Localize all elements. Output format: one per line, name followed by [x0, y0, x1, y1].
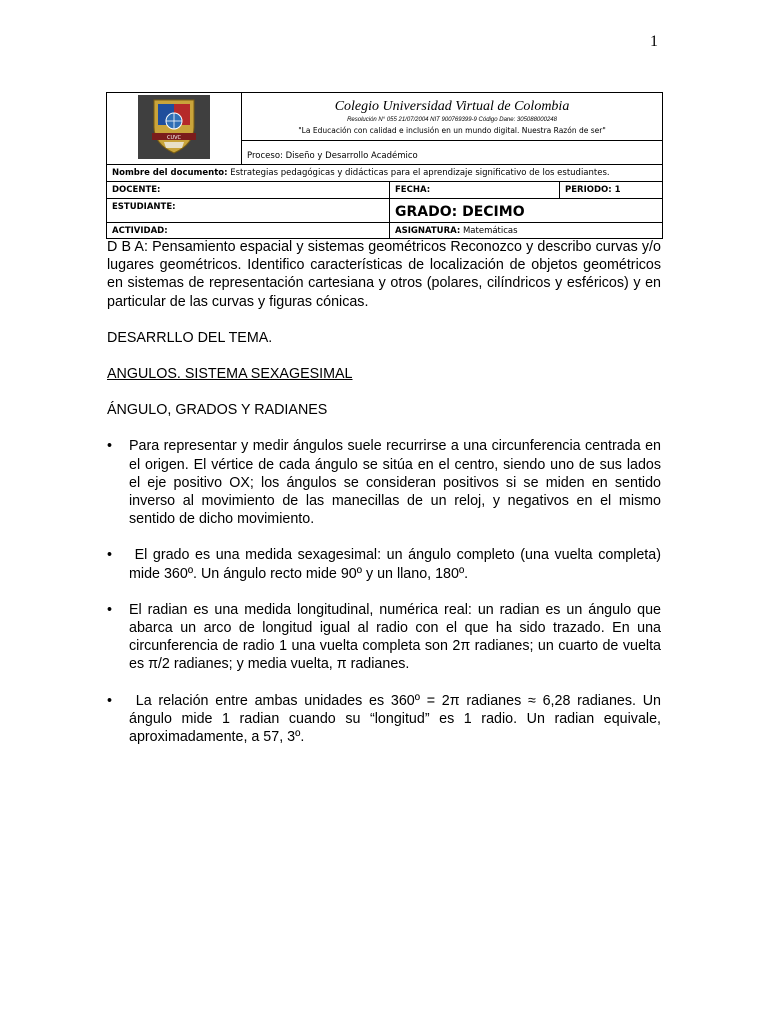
list-item [107, 437, 661, 528]
subheading: ÁNGULO, GRADOS Y RADIANES [107, 402, 328, 419]
process-cell [242, 141, 663, 165]
list-item-text: La relación entre ambas unidades es 360º = 2π radianes ≈ 6,28 radianes. Un ángulo mide 1 radian cuando su “longitud” es 1 radio. Un radian equivale, aproximadamente, a 57, 3º. [129, 692, 665, 746]
institution-name: Colegio Universidad Virtual de Colombia [334, 98, 570, 114]
process-text: Proceso: Diseño y Desarrollo Académico [247, 151, 418, 161]
school-logo-icon [138, 95, 210, 159]
list-item [107, 692, 665, 747]
section-heading: DESARRLLO DEL TEMA. [107, 329, 273, 346]
estudiante-label: ESTUDIANTE: [112, 202, 176, 212]
actividad-cell [107, 223, 390, 239]
grado-label: GRADO: DECIMO [395, 203, 525, 220]
institution-info-cell [242, 93, 663, 141]
estudiante-cell [107, 199, 390, 223]
fecha-cell [390, 182, 560, 199]
bullet-icon: • [107, 547, 113, 564]
document-name-label: Nombre del documento: [112, 168, 228, 178]
document-name-value: Estrategias pedagógicas y didácticas para el aprendizaje significativo de los estudiantes. [230, 168, 610, 178]
docente-label: DOCENTE: [112, 185, 161, 195]
list-item [107, 546, 665, 582]
topic-heading: ANGULOS. SISTEMA SEXAGESIMAL [107, 366, 353, 383]
docente-cell [107, 182, 390, 199]
bullet-icon: • [107, 438, 113, 455]
list-item-text: El radian es una medida longitudinal, numérica real: un radian es un ángulo que abarca un arco de longitud igual al radio con el que ha sido trazado. En una circunferencia de radio 1 una vuelta completa son 2π radianes; un cuarto de vuelta es π/2 radianes; y media vuelta, π radianes. [129, 601, 661, 673]
bullet-icon: • [107, 692, 113, 709]
asignatura-cell [390, 223, 663, 239]
document-header-table [106, 92, 663, 239]
fecha-label: FECHA: [395, 185, 431, 195]
document-name-cell [107, 165, 663, 182]
periodo-cell [560, 182, 663, 199]
list-item-text: Para representar y medir ángulos suele recurrirse a una circunferencia centrada en el origen. El vértice de cada ángulo se sitúa en el centro, siendo uno de sus lados el eje positivo OX; los ángulos se consideran positivos si se miden en sentido inverso al movimiento de las manecillas de un reloj, y negativos en el mismo sentido de dicho movimiento. [129, 438, 661, 528]
document-body [107, 238, 665, 746]
periodo-label: PERIODO: 1 [565, 185, 621, 195]
bullet-list [107, 437, 665, 746]
asignatura-value: Matemáticas [462, 225, 518, 236]
school-logo-cell [107, 93, 242, 165]
actividad-label: ACTIVIDAD: [112, 225, 168, 236]
institution-motto: "La Educación con calidad e inclusión en un mundo digital. Nuestra Razón de ser" [298, 125, 606, 135]
resolution-line: Resolución N° 055 21/07/2004 NIT 900769399-9 Código Dane: 305088000248 [347, 116, 557, 123]
dba-paragraph: D B A: Pensamiento espacial y sistemas geométricos Reconozco y describo curvas y/o lugares geométricos. Identifico características de localización de objetos geométricos en sistemas de representación cartesiana y otros (polares, cilíndricos y esféricos) y en particular de las curvas y figuras cónicas. [107, 239, 661, 310]
logo-text: CUVC [166, 134, 182, 141]
bullet-icon: • [107, 601, 113, 618]
page-number: 1 [650, 33, 658, 50]
list-item-text: El grado es una medida sexagesimal: un ángulo completo (una vuelta completa) mide 360º. Un ángulo recto mide 90º y un llano, 180º. [129, 547, 665, 582]
list-item [107, 601, 661, 674]
asignatura-label: ASIGNATURA: [395, 225, 461, 236]
grado-cell [390, 199, 663, 223]
